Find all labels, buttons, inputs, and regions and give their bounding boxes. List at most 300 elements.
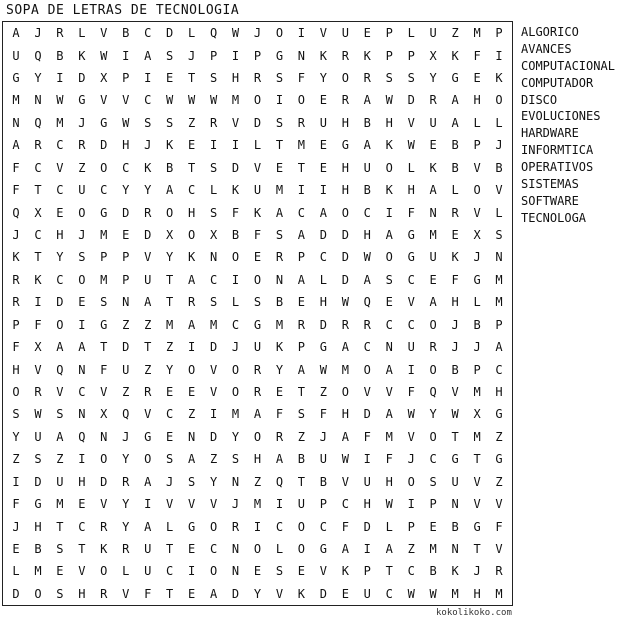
grid-cell[interactable]: C (319, 519, 327, 534)
grid-cell[interactable]: G (100, 317, 108, 332)
grid-cell[interactable]: A (78, 340, 86, 355)
grid-cell[interactable]: J (231, 497, 240, 512)
grid-cell[interactable]: R (12, 272, 20, 287)
grid-cell[interactable]: O (231, 384, 240, 399)
grid-cell[interactable]: X (473, 228, 481, 242)
grid-cell[interactable]: I (56, 71, 64, 86)
grid-cell[interactable]: B (429, 564, 437, 579)
grid-cell[interactable]: E (319, 93, 327, 108)
grid-cell[interactable]: N (385, 340, 393, 355)
grid-cell[interactable]: O (385, 160, 393, 175)
grid-cell[interactable]: D (231, 586, 240, 601)
grid-cell[interactable]: Z (188, 407, 196, 422)
grid-cell[interactable]: U (144, 564, 152, 579)
grid-cell[interactable]: U (56, 474, 64, 489)
grid-cell[interactable]: L (319, 272, 327, 287)
grid-cell[interactable]: L (473, 115, 481, 130)
grid-cell[interactable]: H (78, 474, 86, 489)
grid-cell[interactable]: Z (78, 160, 86, 175)
grid-cell[interactable]: Z (407, 541, 415, 556)
grid-cell[interactable]: C (34, 228, 42, 242)
grid-cell[interactable]: I (297, 26, 306, 41)
grid-cell[interactable]: W (385, 93, 393, 108)
grid-cell[interactable]: F (385, 452, 393, 467)
grid-cell[interactable]: S (209, 205, 218, 220)
grid-cell[interactable]: A (12, 138, 20, 153)
grid-cell[interactable]: C (385, 586, 393, 601)
grid-cell[interactable]: L (209, 183, 218, 198)
grid-cell[interactable]: U (122, 362, 130, 377)
grid-cell[interactable]: X (100, 71, 108, 86)
grid-cell[interactable]: H (341, 407, 349, 422)
grid-cell[interactable]: Y (122, 519, 130, 534)
grid-cell[interactable]: U (144, 541, 152, 556)
grid-cell[interactable]: O (253, 272, 262, 287)
grid-cell[interactable]: Z (188, 115, 196, 130)
grid-cell[interactable]: B (122, 26, 130, 41)
grid-cell[interactable]: N (12, 115, 20, 130)
grid-cell[interactable]: I (78, 452, 86, 467)
grid-cell[interactable]: B (363, 183, 371, 198)
grid-cell[interactable]: L (166, 519, 174, 534)
grid-cell[interactable]: F (495, 519, 503, 534)
grid-cell[interactable]: P (495, 26, 503, 41)
grid-cell[interactable]: V (495, 183, 503, 198)
grid-cell[interactable]: O (297, 93, 306, 108)
grid-cell[interactable]: N (451, 541, 459, 556)
grid-cell[interactable]: I (144, 71, 152, 86)
grid-cell[interactable]: K (429, 160, 437, 175)
grid-cell[interactable]: Y (34, 71, 42, 86)
grid-cell[interactable]: I (12, 474, 20, 489)
grid-cell[interactable]: M (451, 586, 459, 601)
grid-cell[interactable]: Z (495, 474, 503, 489)
grid-cell[interactable]: M (495, 272, 503, 287)
grid-cell[interactable]: L (122, 564, 130, 579)
grid-cell[interactable]: L (407, 26, 415, 41)
grid-cell[interactable]: U (429, 26, 437, 41)
grid-cell[interactable]: K (451, 48, 459, 63)
grid-cell[interactable]: S (275, 564, 284, 579)
grid-cell[interactable]: D (122, 205, 130, 220)
grid-cell[interactable]: Y (56, 250, 64, 265)
grid-cell[interactable]: K (253, 205, 262, 220)
grid-cell[interactable]: E (429, 519, 437, 534)
grid-cell[interactable]: W (341, 452, 349, 467)
grid-cell[interactable]: E (385, 295, 393, 310)
grid-cell[interactable]: O (78, 272, 86, 287)
grid-cell[interactable]: W (166, 93, 174, 108)
grid-cell[interactable]: C (78, 519, 86, 534)
grid-cell[interactable]: R (122, 474, 130, 489)
grid-cell[interactable]: A (275, 205, 284, 220)
grid-cell[interactable]: D (407, 93, 415, 108)
grid-cell[interactable]: V (209, 362, 218, 377)
grid-cell[interactable]: E (56, 564, 64, 579)
grid-cell[interactable]: H (473, 586, 481, 601)
grid-cell[interactable]: S (56, 407, 64, 422)
grid-cell[interactable]: P (122, 250, 130, 265)
grid-cell[interactable]: U (451, 474, 459, 489)
grid-cell[interactable]: B (495, 160, 503, 175)
grid-cell[interactable]: R (253, 362, 262, 377)
grid-cell[interactable]: V (253, 160, 262, 175)
grid-cell[interactable]: N (34, 93, 42, 108)
grid-cell[interactable]: M (429, 541, 437, 556)
grid-cell[interactable]: R (363, 71, 371, 86)
grid-cell[interactable]: R (34, 384, 42, 399)
grid-cell[interactable]: V (34, 362, 42, 377)
grid-cell[interactable]: G (495, 452, 503, 467)
grid-cell[interactable]: S (78, 250, 86, 265)
grid-cell[interactable]: X (34, 205, 42, 220)
grid-cell[interactable]: A (188, 452, 196, 467)
grid-cell[interactable]: A (341, 340, 349, 355)
grid-cell[interactable]: J (319, 429, 327, 444)
grid-cell[interactable]: E (78, 497, 86, 512)
grid-cell[interactable]: B (363, 115, 371, 130)
grid-cell[interactable]: M (34, 564, 42, 579)
grid-cell[interactable]: T (297, 384, 306, 399)
grid-cell[interactable]: K (100, 541, 108, 556)
grid-cell[interactable]: E (253, 250, 262, 265)
grid-cell[interactable]: A (385, 228, 393, 242)
grid-cell[interactable]: U (253, 340, 262, 355)
grid-cell[interactable]: A (341, 429, 349, 444)
grid-cell[interactable]: C (407, 564, 415, 579)
grid-cell[interactable]: C (56, 272, 64, 287)
grid-cell[interactable]: V (100, 384, 108, 399)
grid-cell[interactable]: C (363, 340, 371, 355)
grid-cell[interactable]: R (253, 71, 262, 86)
grid-cell[interactable]: M (275, 317, 284, 332)
grid-cell[interactable]: O (429, 362, 437, 377)
grid-cell[interactable]: A (144, 474, 152, 489)
grid-cell[interactable]: A (341, 541, 349, 556)
grid-cell[interactable]: Y (122, 183, 130, 198)
grid-cell[interactable]: J (253, 26, 262, 41)
grid-cell[interactable]: T (166, 586, 174, 601)
grid-cell[interactable]: E (275, 384, 284, 399)
grid-cell[interactable]: A (495, 340, 503, 355)
grid-cell[interactable]: M (100, 272, 108, 287)
grid-cell[interactable]: C (209, 272, 218, 287)
grid-cell[interactable]: D (209, 429, 218, 444)
grid-cell[interactable]: L (407, 160, 415, 175)
grid-cell[interactable]: F (34, 317, 42, 332)
grid-cell[interactable]: K (297, 586, 306, 601)
grid-cell[interactable]: N (188, 429, 196, 444)
grid-cell[interactable]: P (473, 362, 481, 377)
grid-cell[interactable]: V (78, 564, 86, 579)
grid-cell[interactable]: K (34, 272, 42, 287)
grid-cell[interactable]: P (122, 71, 130, 86)
grid-cell[interactable]: Y (166, 250, 174, 265)
grid-cell[interactable]: S (34, 452, 42, 467)
grid-cell[interactable]: G (100, 205, 108, 220)
grid-cell[interactable]: S (495, 228, 503, 242)
grid-cell[interactable]: H (363, 497, 371, 512)
grid-cell[interactable]: Z (451, 26, 459, 41)
grid-cell[interactable]: N (100, 429, 108, 444)
grid-cell[interactable]: C (385, 317, 393, 332)
grid-cell[interactable]: J (122, 429, 130, 444)
grid-cell[interactable]: D (100, 474, 108, 489)
grid-cell[interactable]: T (473, 452, 481, 467)
grid-cell[interactable]: F (473, 48, 481, 63)
grid-cell[interactable]: W (34, 407, 42, 422)
grid-cell[interactable]: S (275, 228, 284, 242)
grid-cell[interactable]: E (188, 138, 196, 153)
grid-cell[interactable]: E (188, 541, 196, 556)
grid-cell[interactable]: J (231, 340, 240, 355)
grid-cell[interactable]: O (12, 384, 20, 399)
grid-cell[interactable]: L (12, 564, 20, 579)
grid-cell[interactable]: O (166, 205, 174, 220)
grid-cell[interactable]: O (385, 250, 393, 265)
grid-cell[interactable]: C (319, 250, 327, 265)
grid-cell[interactable]: G (407, 250, 415, 265)
grid-cell[interactable]: Y (144, 183, 152, 198)
grid-cell[interactable]: C (495, 362, 503, 377)
grid-cell[interactable]: R (297, 317, 306, 332)
grid-cell[interactable]: R (275, 429, 284, 444)
grid-cell[interactable]: M (341, 362, 349, 377)
grid-cell[interactable]: E (275, 160, 284, 175)
grid-cell[interactable]: M (56, 497, 64, 512)
grid-cell[interactable]: K (12, 250, 20, 265)
grid-cell[interactable]: I (363, 452, 371, 467)
grid-cell[interactable]: W (429, 586, 437, 601)
grid-cell[interactable]: P (407, 519, 415, 534)
grid-cell[interactable]: Y (166, 362, 174, 377)
grid-cell[interactable]: A (12, 26, 20, 41)
grid-cell[interactable]: K (385, 183, 393, 198)
grid-cell[interactable]: C (56, 183, 64, 198)
grid-cell[interactable]: R (451, 205, 459, 220)
grid-cell[interactable]: C (34, 160, 42, 175)
grid-cell[interactable]: U (34, 429, 42, 444)
grid-cell[interactable]: Z (144, 317, 152, 332)
grid-cell[interactable]: O (100, 160, 108, 175)
grid-cell[interactable]: G (78, 93, 86, 108)
grid-cell[interactable]: E (122, 228, 130, 242)
grid-cell[interactable]: S (56, 541, 64, 556)
grid-cell[interactable]: Q (34, 115, 42, 130)
grid-cell[interactable]: R (253, 384, 262, 399)
grid-cell[interactable]: B (275, 295, 284, 310)
grid-cell[interactable]: J (78, 115, 86, 130)
grid-cell[interactable]: E (166, 71, 174, 86)
grid-cell[interactable]: Y (429, 407, 437, 422)
grid-cell[interactable]: E (473, 71, 481, 86)
grid-cell[interactable]: U (319, 115, 327, 130)
grid-cell[interactable]: F (341, 519, 349, 534)
grid-cell[interactable]: G (473, 272, 481, 287)
grid-cell[interactable]: A (385, 362, 393, 377)
grid-cell[interactable]: I (407, 362, 415, 377)
grid-cell[interactable]: U (429, 250, 437, 265)
grid-cell[interactable]: K (495, 71, 503, 86)
grid-cell[interactable]: K (188, 250, 196, 265)
grid-cell[interactable]: Y (12, 429, 20, 444)
grid-cell[interactable]: W (188, 93, 196, 108)
grid-cell[interactable]: S (166, 115, 174, 130)
grid-cell[interactable]: D (166, 26, 174, 41)
grid-cell[interactable]: W (407, 138, 415, 153)
letter-grid[interactable] (2, 21, 513, 606)
grid-cell[interactable]: T (166, 272, 174, 287)
grid-cell[interactable]: F (12, 160, 20, 175)
grid-cell[interactable]: A (363, 138, 371, 153)
grid-cell[interactable]: D (144, 228, 152, 242)
grid-cell[interactable]: D (363, 407, 371, 422)
grid-cell[interactable]: O (297, 519, 306, 534)
grid-cell[interactable]: Z (495, 429, 503, 444)
grid-cell[interactable]: D (78, 71, 86, 86)
grid-cell[interactable]: W (209, 93, 218, 108)
grid-cell[interactable]: V (363, 384, 371, 399)
grid-cell[interactable]: F (12, 340, 20, 355)
grid-cell[interactable]: I (253, 519, 262, 534)
grid-cell[interactable]: C (122, 160, 130, 175)
grid-cell[interactable]: U (297, 497, 306, 512)
grid-cell[interactable]: Y (253, 586, 262, 601)
grid-cell[interactable]: V (319, 564, 327, 579)
grid-cell[interactable]: J (188, 48, 196, 63)
grid-cell[interactable]: A (166, 183, 174, 198)
grid-cell[interactable]: L (385, 519, 393, 534)
grid-cell[interactable]: A (188, 317, 196, 332)
grid-cell[interactable]: C (144, 26, 152, 41)
grid-cell[interactable]: D (319, 317, 327, 332)
grid-cell[interactable]: R (209, 115, 218, 130)
grid-cell[interactable]: J (451, 340, 459, 355)
grid-cell[interactable]: O (100, 564, 108, 579)
grid-cell[interactable]: Z (209, 452, 218, 467)
grid-cell[interactable]: M (12, 93, 20, 108)
grid-cell[interactable]: V (407, 295, 415, 310)
grid-cell[interactable]: A (209, 586, 218, 601)
grid-cell[interactable]: U (407, 340, 415, 355)
grid-cell[interactable]: H (78, 586, 86, 601)
grid-cell[interactable]: I (34, 295, 42, 310)
grid-cell[interactable]: G (100, 115, 108, 130)
grid-cell[interactable]: A (319, 205, 327, 220)
grid-cell[interactable]: P (407, 48, 415, 63)
grid-cell[interactable]: P (473, 138, 481, 153)
grid-cell[interactable]: O (253, 541, 262, 556)
grid-cell[interactable]: D (231, 160, 240, 175)
grid-cell[interactable]: M (495, 295, 503, 310)
grid-cell[interactable]: Q (34, 48, 42, 63)
grid-cell[interactable]: O (429, 317, 437, 332)
grid-cell[interactable]: C (209, 541, 218, 556)
grid-cell[interactable]: A (144, 295, 152, 310)
grid-cell[interactable]: F (100, 362, 108, 377)
grid-cell[interactable]: E (253, 564, 262, 579)
grid-cell[interactable]: G (495, 407, 503, 422)
grid-cell[interactable]: J (166, 474, 174, 489)
grid-cell[interactable]: Q (78, 429, 86, 444)
grid-cell[interactable]: O (209, 564, 218, 579)
grid-cell[interactable]: O (341, 384, 349, 399)
grid-cell[interactable]: L (253, 138, 262, 153)
grid-cell[interactable]: V (341, 474, 349, 489)
grid-cell[interactable]: N (429, 205, 437, 220)
grid-cell[interactable]: V (385, 384, 393, 399)
grid-cell[interactable]: V (473, 160, 481, 175)
grid-cell[interactable]: M (275, 183, 284, 198)
grid-cell[interactable]: K (144, 160, 152, 175)
grid-cell[interactable]: C (407, 317, 415, 332)
grid-cell[interactable]: T (297, 474, 306, 489)
grid-cell[interactable]: O (253, 93, 262, 108)
grid-cell[interactable]: H (407, 183, 415, 198)
grid-cell[interactable]: C (188, 183, 196, 198)
grid-cell[interactable]: V (144, 250, 152, 265)
grid-cell[interactable]: S (253, 295, 262, 310)
grid-cell[interactable]: K (319, 48, 327, 63)
grid-cell[interactable]: U (363, 474, 371, 489)
grid-cell[interactable]: G (319, 541, 327, 556)
grid-cell[interactable]: U (253, 183, 262, 198)
grid-cell[interactable]: O (209, 519, 218, 534)
grid-cell[interactable]: W (319, 362, 327, 377)
grid-cell[interactable]: H (385, 115, 393, 130)
grid-cell[interactable]: R (144, 205, 152, 220)
grid-cell[interactable]: D (100, 138, 108, 153)
grid-cell[interactable]: J (495, 138, 503, 153)
grid-cell[interactable]: B (231, 228, 240, 242)
grid-cell[interactable]: V (473, 205, 481, 220)
grid-cell[interactable]: M (495, 586, 503, 601)
grid-cell[interactable]: I (209, 138, 218, 153)
grid-cell[interactable]: D (209, 340, 218, 355)
grid-cell[interactable]: F (275, 407, 284, 422)
grid-cell[interactable]: G (253, 317, 262, 332)
grid-cell[interactable]: E (188, 586, 196, 601)
grid-cell[interactable]: M (473, 26, 481, 41)
grid-cell[interactable]: P (12, 317, 20, 332)
grid-cell[interactable]: H (188, 205, 196, 220)
grid-cell[interactable]: S (385, 272, 393, 287)
grid-cell[interactable]: P (495, 317, 503, 332)
grid-cell[interactable]: Q (122, 407, 130, 422)
grid-cell[interactable]: X (100, 407, 108, 422)
grid-cell[interactable]: A (297, 362, 306, 377)
grid-cell[interactable]: T (473, 541, 481, 556)
grid-cell[interactable]: R (56, 26, 64, 41)
grid-cell[interactable]: R (495, 564, 503, 579)
grid-cell[interactable]: N (231, 541, 240, 556)
grid-cell[interactable]: A (363, 272, 371, 287)
grid-cell[interactable]: T (144, 340, 152, 355)
grid-cell[interactable]: X (473, 407, 481, 422)
grid-cell[interactable]: A (144, 519, 152, 534)
grid-cell[interactable]: U (341, 26, 349, 41)
grid-cell[interactable]: H (473, 93, 481, 108)
grid-cell[interactable]: T (34, 250, 42, 265)
grid-cell[interactable]: B (319, 474, 327, 489)
grid-cell[interactable]: A (385, 541, 393, 556)
grid-cell[interactable]: J (78, 228, 86, 242)
grid-cell[interactable]: I (275, 497, 284, 512)
grid-cell[interactable]: F (253, 228, 262, 242)
grid-cell[interactable]: P (209, 48, 218, 63)
grid-cell[interactable]: N (275, 272, 284, 287)
grid-cell[interactable]: J (144, 138, 152, 153)
